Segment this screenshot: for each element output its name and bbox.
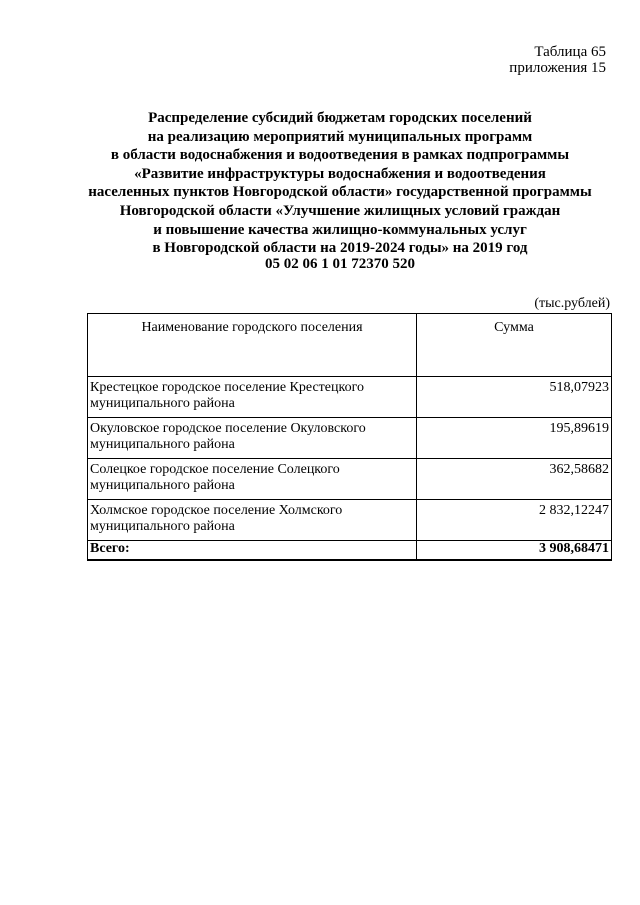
title-line: в области водоснабжения и водоотведения в рамках подпрограммы bbox=[110, 147, 570, 164]
table-reference bbox=[509, 44, 606, 76]
budget-code: 05 02 06 1 01 72370 520 bbox=[265, 256, 415, 272]
settlement-name: Крестецкое городское поселение Крестецкого муниципального района bbox=[88, 377, 417, 418]
header-name: Наименование городского поселения bbox=[88, 314, 417, 377]
settlement-sum: 2 832,12247 bbox=[417, 500, 612, 541]
table-row bbox=[88, 418, 612, 459]
settlement-name: Окуловское городское поселение Окуловского муниципального района bbox=[88, 418, 417, 459]
table-row bbox=[88, 459, 612, 500]
title-line: «Развитие инфраструктуры водоснабжения и водоотведения bbox=[134, 165, 546, 182]
title-line: населенных пунктов Новгородской области» государственной программы bbox=[88, 184, 592, 201]
table-row bbox=[88, 377, 612, 418]
reference-line-2: приложения 15 bbox=[509, 60, 606, 76]
settlement-sum: 518,07923 bbox=[417, 377, 612, 418]
title-line: в Новгородской области на 2019-2024 годы» на 2019 год bbox=[152, 240, 528, 257]
settlement-name: Холмское городское поселение Холмского муниципального района bbox=[88, 500, 417, 541]
document-title bbox=[60, 109, 620, 258]
header-sum: Сумма bbox=[417, 314, 612, 377]
settlement-sum: 195,89619 bbox=[417, 418, 612, 459]
title-line: на реализацию мероприятий муниципальных программ bbox=[147, 128, 533, 145]
total-sum: 3 908,68471 bbox=[417, 541, 612, 561]
unit-label: (тыс.рублей) bbox=[534, 296, 610, 311]
title-line: Новгородской области «Улучшение жилищных условий граждан bbox=[119, 202, 561, 219]
total-row bbox=[88, 541, 612, 561]
total-label: Всего: bbox=[88, 541, 417, 561]
table-header-row bbox=[88, 314, 612, 377]
title-line: и повышение качества жилищно-коммунальных услуг bbox=[153, 221, 527, 238]
table-row bbox=[88, 500, 612, 541]
settlement-name: Солецкое городское поселение Солецкого муниципального района bbox=[88, 459, 417, 500]
reference-line-1: Таблица 65 bbox=[534, 44, 606, 60]
settlement-sum: 362,58682 bbox=[417, 459, 612, 500]
subsidy-table bbox=[87, 313, 612, 561]
title-line: Распределение субсидий бюджетам городских поселений bbox=[148, 110, 532, 126]
